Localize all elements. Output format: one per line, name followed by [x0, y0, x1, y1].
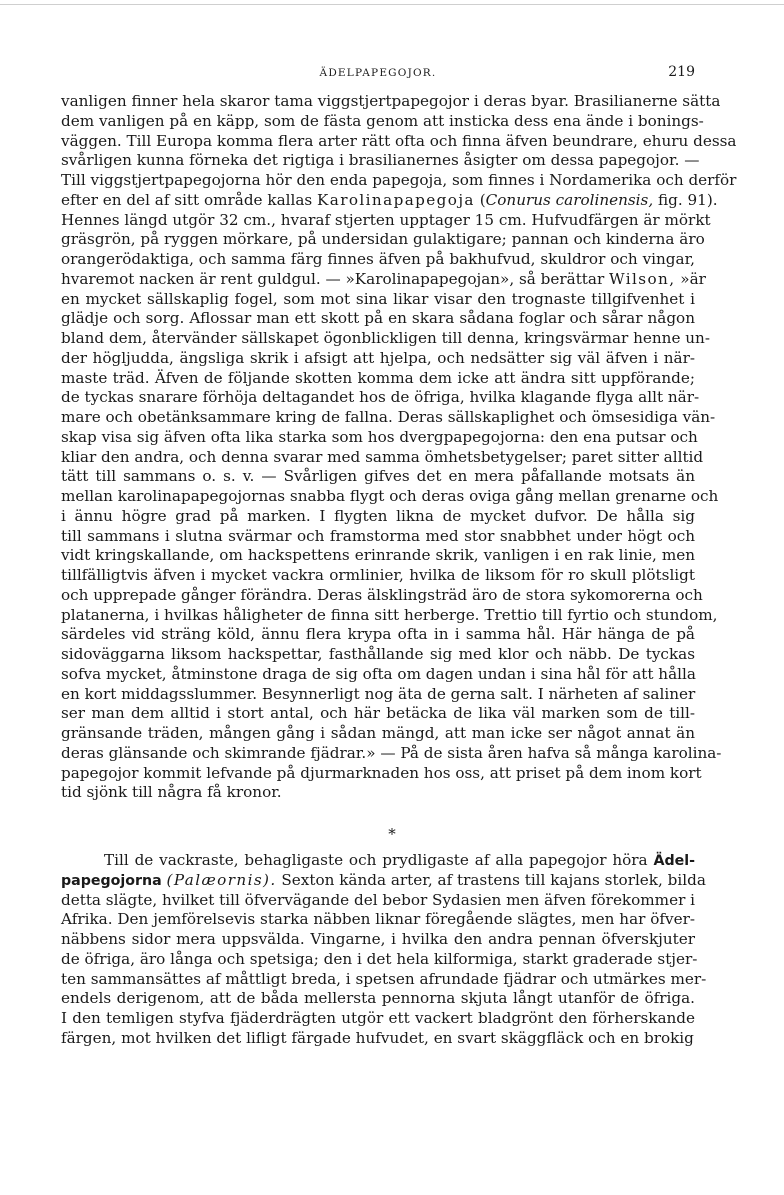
- text-line: papegojorna (Palæornis). Sexton kända arter, af trastens till kajans storlek, bilda: [61, 870, 706, 889]
- text-line: och upprepade gånger förändra. Deras älsklingsträd äro de stora sykomorerna och: [61, 585, 703, 604]
- text-line: gränsande träden, mången gång i sådan mängd, att man icke ser något annat än: [61, 724, 695, 742]
- text-line: en kort middagsslummer. Besynnerligt nog äta de gerna salt. I närheten af saliner: [61, 684, 696, 703]
- text-line: I den temligen styfva fjäderdrägten utgör ett vackert bladgrönt den förherskande: [61, 1009, 695, 1027]
- text-line: ser man dem alltid i stort antal, och här betäcka de lika väl marken som de till-: [61, 704, 695, 723]
- text-line: Till de vackraste, behagligaste och prydligaste af alla papegojor höra Ädel-: [104, 851, 695, 869]
- text-line: de öfriga, äro långa och spetsiga; den i det hela kilformiga, starkt graderade stjer-: [61, 949, 698, 968]
- spaced-term: Wilson,: [609, 269, 676, 288]
- text-line: i ännu högre grad på marken. I flygten likna de mycket dufvor. De hålla sig: [61, 506, 695, 525]
- section-separator: *: [388, 825, 396, 843]
- text-line: särdeles vid sträng köld, ännu flera krypa ofta in i samma hål. Här hänga de på: [61, 625, 695, 644]
- paragraph-adelpapegojor: [61, 851, 707, 1049]
- text-line: Afrika. Den jemförelsevis starka näbben liknar föregående slägtes, men har öfver-: [61, 910, 695, 929]
- text-line: bland dem, återvänder sällskapet ögonblickligen till denna, kringsvärmar henne un-: [61, 329, 710, 347]
- text-line: sidoväggarna liksom hackspettar, fasthållande sig med klor och näbb. De tyckas: [61, 645, 695, 663]
- running-title: ÄDELPAPEGOJOR.: [319, 67, 437, 79]
- text-line: efter en del af sitt område kallas Karolinapapegoja (Conurus carolinensis, fig. 91).: [61, 190, 718, 209]
- text-line: till sammans i slutna svärmar och framstorma med stor snabbhet under högt och: [61, 526, 695, 545]
- text-line: deras glänsande och skimrande fjädrar.» — På de sista åren hafva så många karolina-: [61, 743, 722, 762]
- text-line: papegojor kommit lefvande på djurmarknaden hos oss, att priset på dem inom kort: [61, 763, 702, 782]
- text-line: detta slägte, hvilket till öfvervägande del bebor Sydasien men äfven förekommer i: [61, 890, 696, 909]
- text-line: vanligen finner hela skaror tama viggstjertpapegojor i deras byar. Brasilianerne sätta: [61, 92, 721, 110]
- text-line: Hennes längd utgör 32 cm., hvaraf stjerten upptager 15 cm. Hufvudfärgen är mörkt: [61, 210, 711, 229]
- text-line: tid sjönk till några få kronor.: [61, 783, 282, 802]
- page-number: 219: [668, 64, 695, 80]
- text-line: endels derigenom, att de båda mellersta pennorna skjuta långt utanför de öfriga.: [61, 989, 695, 1008]
- scan-edge-line: [0, 4, 784, 5]
- italic-term: Conurus carolinensis,: [485, 190, 654, 209]
- text-line: kliar den andra, och denna svarar med samma ömhetsbetygelser; paret sitter alltid: [61, 447, 704, 466]
- text-line: Till viggstjertpapegojorna hör den enda papegoja, som finnes i Nordamerika och derför: [61, 171, 737, 189]
- text-line: dem vanligen på en käpp, som de fästa genom att insticka dess ena ände i bonings-: [61, 111, 704, 130]
- text-line: platanerna, i hvilkas håligheter de finna sitt herberge. Trettio till fyrtio och stundom,: [61, 605, 718, 624]
- text-line: maste träd. Äfven de följande skotten komma dem icke att ändra sitt uppförande;: [61, 368, 695, 387]
- text-line: skap visa sig äfven ofta lika starka som hos dvergpapegojorna: den ena putsar och: [61, 427, 698, 446]
- text-line: vidt kringskallande, om hackspettens erinrande skrik, vanligen i en rak linie, men: [61, 546, 695, 565]
- text-line: ten sammansättes af måttligt breda, i spetsen afrundade fjädrar och utmärkes mer-: [61, 969, 707, 988]
- text-line: glädje och sorg. Aflossar man ett skott på en skara sådana foglar och sårar någon: [61, 309, 695, 328]
- bold-term: Ädel-: [653, 853, 695, 869]
- text-line: en mycket sällskaplig fogel, som mot sina likar visar den trognaste tillgifvenhet i: [61, 289, 695, 308]
- text-line: tillfälligtvis äfven i mycket vackra ormlinier, hvilka de liksom för ro skull plötsligt: [61, 566, 695, 584]
- text-line: tätt till sammans o. s. v. — Svårligen gifves det en mera påfallande motsats än: [61, 467, 695, 486]
- spaced-term: Karolinapapegoja: [317, 190, 475, 209]
- page-header: [61, 64, 695, 84]
- text-line: mellan karolinapapegojornas snabba flygt och deras oviga gång mellan grenarne och: [61, 487, 719, 505]
- text-line: der högljudda, ängsliga skrik i afsigt att hjelpa, och nedsätter sig väl äfven i när-: [61, 348, 695, 367]
- text-line: orangerödaktiga, och samma färg finnes äfven på bakhufvud, skuldror och vingar,: [61, 250, 695, 268]
- text-line: väggen. Till Europa komma flera arter rätt ofta och finna äfven beundrare, ehuru dessa: [61, 131, 737, 150]
- text-line: hvaremot nacken är rent guldgul. — »Karolinapapegojan», så berättar Wilson, »är: [61, 269, 706, 288]
- paragraph-karolinapapegoja: [61, 92, 737, 803]
- bold-term: papegojorna: [61, 872, 162, 889]
- text-line: näbbens sidor mera uppsvälda. Vingarne, i hvilka den andra pennan öfverskjuter: [61, 930, 695, 948]
- text-line: gräsgrön, på ryggen mörkare, på undersidan gulaktigare; pannan och kinderna äro: [61, 230, 705, 249]
- text-line: sofva mycket, åtminstone draga de sig ofta om dagen undan i sina hål för att hålla: [61, 664, 696, 683]
- text-line: svårligen kunna förneka det rigtiga i brasilianernes åsigter om dessa papegojor. —: [61, 151, 700, 170]
- text-line: färgen, mot hvilken det lifligt färgade hufvudet, en svart skäggfläck och en brokig: [61, 1028, 694, 1047]
- text-line: mare och obetänksammare kring de fallna. Deras sällskaplighet och ömsesidiga vän-: [61, 408, 716, 426]
- italic-term: (Palæornis).: [166, 870, 277, 889]
- text-line: de tyckas snarare förhöja deltagandet hos de öfriga, hvilka klagande flyga allt när-: [61, 388, 700, 407]
